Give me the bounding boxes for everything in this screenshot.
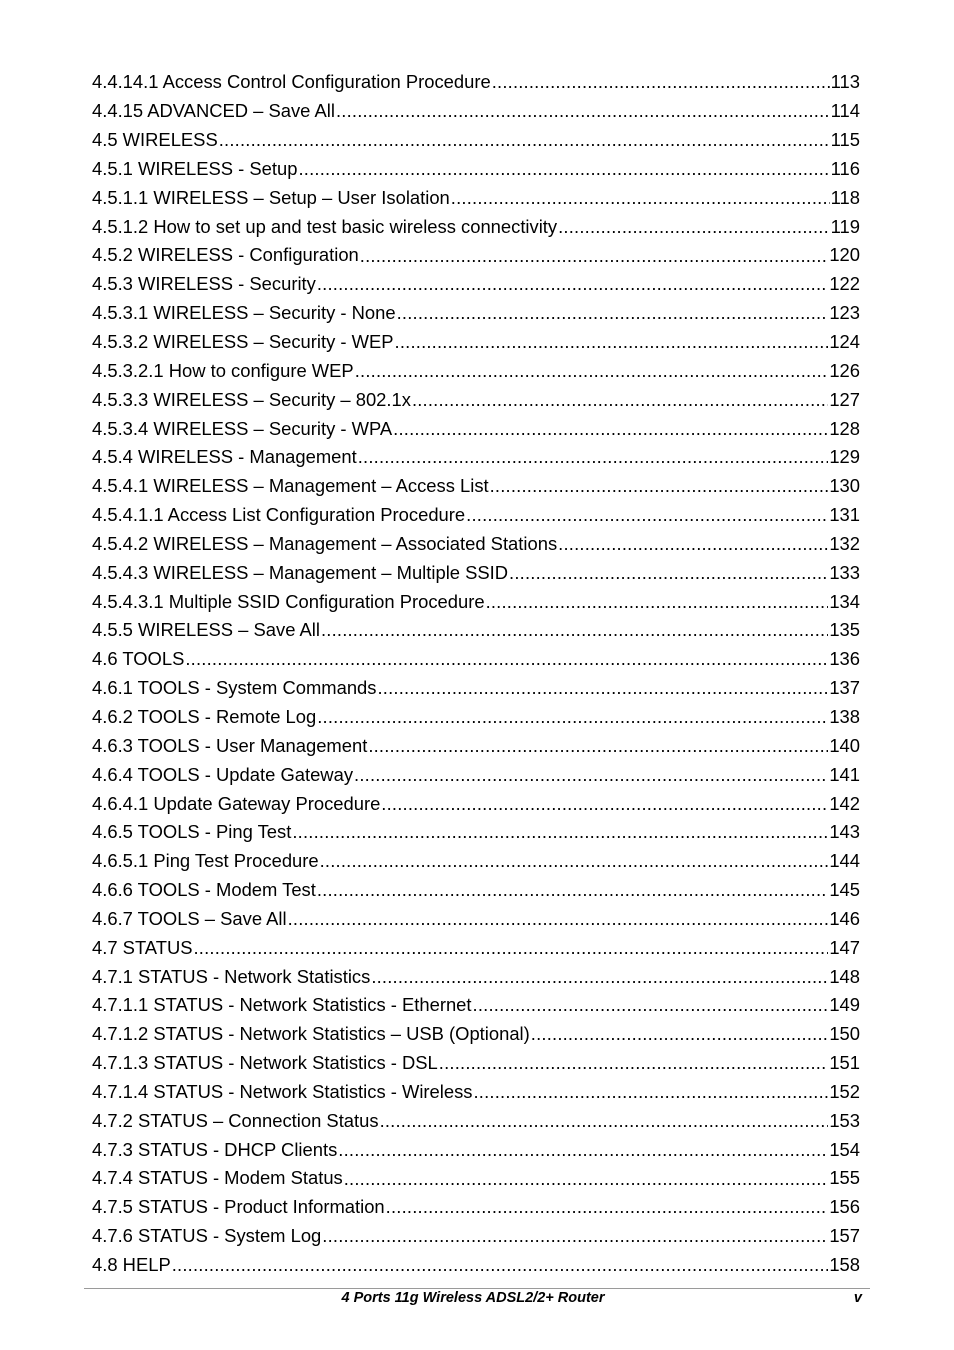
footer-divider	[84, 1288, 870, 1289]
toc-entry-page-number: 135	[829, 619, 860, 641]
toc-entry[interactable]	[92, 212, 860, 241]
toc-dot-leader	[338, 1139, 828, 1161]
toc-entry-title: 4.5.1 WIRELESS - Setup	[92, 157, 298, 179]
toc-entry-page-number: 115	[830, 129, 860, 151]
toc-dot-leader	[317, 273, 828, 295]
toc-entry-title: 4.5.2 WIRELESS - Configuration	[92, 244, 359, 266]
toc-dot-leader	[395, 331, 829, 353]
toc-entry-title: 4.6.3 TOOLS - User Management	[92, 734, 368, 756]
toc-entry[interactable]	[92, 68, 860, 97]
toc-dot-leader	[486, 591, 829, 613]
toc-dot-leader	[439, 1052, 829, 1074]
toc-entry-page-number: 136	[829, 648, 860, 670]
toc-dot-leader	[292, 821, 828, 843]
toc-entry-title: 4.5 WIRELESS	[92, 129, 218, 151]
toc-dot-leader	[172, 1254, 829, 1276]
toc-entry-title: 4.6.4.1 Update Gateway Procedure	[92, 792, 381, 814]
toc-dot-leader	[185, 648, 828, 670]
toc-entry-page-number: 134	[829, 590, 860, 612]
toc-entry[interactable]	[92, 1049, 860, 1078]
toc-entry-page-number: 120	[829, 244, 860, 266]
toc-dot-leader	[393, 418, 828, 440]
toc-entry-page-number: 124	[829, 331, 860, 353]
toc-entry[interactable]	[92, 443, 860, 472]
toc-entry-page-number: 126	[829, 359, 860, 381]
toc-entry-page-number: 149	[829, 994, 860, 1016]
toc-entry[interactable]	[92, 876, 860, 905]
toc-entry-title: 4.7.3 STATUS - DHCP Clients	[92, 1138, 338, 1160]
toc-entry[interactable]	[92, 328, 860, 357]
toc-dot-leader	[355, 360, 829, 382]
toc-entry-title: 4.6.4 TOOLS - Update Gateway	[92, 763, 354, 785]
toc-entry[interactable]	[92, 645, 860, 674]
toc-entry[interactable]	[92, 1164, 860, 1193]
toc-dot-leader	[474, 1081, 829, 1103]
toc-entry[interactable]	[92, 1193, 860, 1222]
toc-dot-leader	[354, 764, 828, 786]
toc-dot-leader	[368, 735, 828, 757]
toc-entry-title: 4.7.4 STATUS - Modem Status	[92, 1167, 343, 1189]
toc-entry[interactable]	[92, 818, 860, 847]
toc-dot-leader	[412, 389, 828, 411]
toc-dot-leader	[451, 187, 830, 209]
toc-entry-title: 4.6.1 TOOLS - System Commands	[92, 677, 377, 699]
toc-entry-title: 4.7.1.4 STATUS - Network Statistics - Wireless	[92, 1080, 473, 1102]
toc-dot-leader	[377, 677, 828, 699]
toc-entry[interactable]	[92, 1106, 860, 1135]
toc-entry-title: 4.8 HELP	[92, 1254, 171, 1276]
toc-dot-leader	[336, 100, 830, 122]
toc-entry-page-number: 138	[829, 705, 860, 727]
toc-entry-page-number: 155	[829, 1167, 860, 1189]
toc-dot-leader	[288, 908, 829, 930]
toc-dot-leader	[194, 937, 829, 959]
toc-entry-page-number: 130	[829, 475, 860, 497]
toc-dot-leader	[298, 158, 829, 180]
toc-entry[interactable]	[92, 299, 860, 328]
toc-entry[interactable]	[92, 155, 860, 184]
toc-dot-leader	[466, 504, 828, 526]
toc-entry[interactable]	[92, 703, 860, 732]
toc-entry[interactable]	[92, 1078, 860, 1107]
toc-entry-page-number: 142	[829, 792, 860, 814]
toc-entry[interactable]	[92, 904, 860, 933]
toc-entry[interactable]	[92, 1222, 860, 1251]
toc-entry-page-number: 141	[829, 763, 860, 785]
toc-entry-title: 4.6.7 TOOLS – Save All	[92, 907, 287, 929]
toc-entry-page-number: 127	[829, 388, 860, 410]
toc-entry-title: 4.5.3.2 WIRELESS – Security - WEP	[92, 331, 394, 353]
toc-entry-title: 4.5.4.2 WIRELESS – Management – Associated Stations	[92, 532, 558, 554]
toc-entry-page-number: 153	[829, 1109, 860, 1131]
toc-dot-leader	[360, 244, 829, 266]
toc-entry[interactable]	[92, 241, 860, 270]
toc-entry-page-number: 144	[829, 850, 860, 872]
toc-entry-page-number: 146	[829, 907, 860, 929]
toc-entry-page-number: 113	[830, 71, 860, 93]
toc-entry-page-number: 156	[829, 1196, 860, 1218]
footer-page-number: v	[853, 1290, 862, 1306]
toc-dot-leader	[344, 1167, 829, 1189]
toc-entry[interactable]	[92, 530, 860, 559]
toc-entry-title: 4.5.4.3 WIRELESS – Management – Multiple SSID	[92, 561, 509, 583]
toc-dot-leader	[492, 71, 830, 93]
page-footer	[84, 1290, 862, 1310]
toc-dot-leader	[490, 475, 829, 497]
toc-entry[interactable]	[92, 587, 860, 616]
toc-dot-leader	[397, 302, 829, 324]
toc-entry-page-number: 158	[829, 1254, 860, 1276]
toc-entry-title: 4.5.3.2.1 How to configure WEP	[92, 359, 354, 381]
toc-entry-page-number: 122	[829, 273, 860, 295]
toc-dot-leader	[558, 533, 828, 555]
toc-entry-page-number: 116	[830, 157, 860, 179]
toc-entry[interactable]	[92, 1251, 860, 1280]
toc-entry-page-number: 145	[829, 879, 860, 901]
toc-entry-page-number: 148	[829, 965, 860, 987]
toc-entry[interactable]	[92, 1020, 860, 1049]
toc-entry-title: 4.5.4 WIRELESS - Management	[92, 446, 357, 468]
toc-entry-page-number: 129	[829, 446, 860, 468]
toc-entry-title: 4.7.5 STATUS - Product Information	[92, 1196, 385, 1218]
toc-entry[interactable]	[92, 558, 860, 587]
toc-entry-page-number: 147	[829, 936, 860, 958]
toc-dot-leader	[358, 446, 829, 468]
toc-entry-title: 4.4.15 ADVANCED – Save All	[92, 100, 335, 122]
toc-entry-title: 4.7.1 STATUS - Network Statistics	[92, 965, 371, 987]
toc-entry-title: 4.5.1.2 How to set up and test basic wireless connectivity	[92, 215, 558, 237]
toc-entry-title: 4.7 STATUS	[92, 936, 193, 958]
table-of-contents	[92, 68, 860, 1279]
toc-entry[interactable]	[92, 616, 860, 645]
toc-entry[interactable]	[92, 385, 860, 414]
toc-entry-page-number: 137	[829, 677, 860, 699]
toc-entry[interactable]	[92, 356, 860, 385]
toc-entry-page-number: 114	[830, 100, 860, 122]
toc-entry-page-number: 152	[829, 1080, 860, 1102]
toc-entry-title: 4.5.3.3 WIRELESS – Security – 802.1x	[92, 388, 411, 410]
toc-entry-title: 4.5.4.1.1 Access List Configuration Procedure	[92, 504, 466, 526]
toc-entry[interactable]	[92, 933, 860, 962]
toc-entry[interactable]	[92, 472, 860, 501]
toc-entry-page-number: 131	[829, 504, 860, 526]
toc-dot-leader	[380, 1110, 829, 1132]
toc-entry-page-number: 123	[829, 302, 860, 324]
toc-entry-title: 4.4.14.1 Access Control Configuration Procedure	[92, 71, 491, 93]
footer-title: 4 Ports 11g Wireless ADSL2/2+ Router	[341, 1290, 605, 1306]
toc-entry[interactable]	[92, 270, 860, 299]
toc-entry-title: 4.5.5 WIRELESS – Save All	[92, 619, 320, 641]
toc-entry-page-number: 128	[829, 417, 860, 439]
toc-entry[interactable]	[92, 760, 860, 789]
toc-entry-title: 4.5.4.1 WIRELESS – Management – Access List	[92, 475, 489, 497]
toc-entry-title: 4.5.3.1 WIRELESS – Security - None	[92, 302, 396, 324]
toc-entry-title: 4.5.1.1 WIRELESS – Setup – User Isolation	[92, 186, 450, 208]
toc-entry-page-number: 140	[829, 734, 860, 756]
toc-entry[interactable]	[92, 97, 860, 126]
toc-entry-title: 4.6 TOOLS	[92, 648, 185, 670]
toc-entry-page-number: 151	[829, 1052, 860, 1074]
toc-entry-page-number: 119	[830, 215, 860, 237]
toc-entry-title: 4.7.2 STATUS – Connection Status	[92, 1109, 379, 1131]
toc-entry-title: 4.7.1.2 STATUS - Network Statistics – USB (Optional)	[92, 1023, 530, 1045]
toc-entry-page-number: 133	[829, 561, 860, 583]
toc-entry-page-number: 118	[830, 186, 860, 208]
toc-dot-leader	[371, 966, 828, 988]
toc-entry[interactable]	[92, 183, 860, 212]
toc-entry[interactable]	[92, 789, 860, 818]
toc-entry-title: 4.6.6 TOOLS - Modem Test	[92, 879, 316, 901]
toc-dot-leader	[317, 879, 828, 901]
toc-dot-leader	[321, 619, 828, 641]
toc-entry-title: 4.5.3.4 WIRELESS – Security - WPA	[92, 417, 393, 439]
toc-entry-page-number: 157	[829, 1225, 860, 1247]
toc-entry-title: 4.5.4.3.1 Multiple SSID Configuration Procedure	[92, 590, 485, 612]
toc-entry[interactable]	[92, 731, 860, 760]
toc-entry[interactable]	[92, 674, 860, 703]
toc-entry-title: 4.7.6 STATUS - System Log	[92, 1225, 322, 1247]
toc-dot-leader	[509, 562, 828, 584]
toc-dot-leader	[219, 129, 830, 151]
toc-entry-title: 4.6.5.1 Ping Test Procedure	[92, 850, 319, 872]
toc-entry-title: 4.5.3 WIRELESS - Security	[92, 273, 316, 295]
toc-dot-leader	[531, 1023, 829, 1045]
toc-entry-page-number: 143	[829, 821, 860, 843]
toc-entry[interactable]	[92, 847, 860, 876]
toc-dot-leader	[473, 994, 829, 1016]
toc-entry[interactable]	[92, 414, 860, 443]
toc-entry[interactable]	[92, 962, 860, 991]
toc-dot-leader	[322, 1225, 828, 1247]
toc-entry[interactable]	[92, 991, 860, 1020]
toc-entry-title: 4.6.2 TOOLS - Remote Log	[92, 705, 317, 727]
toc-dot-leader	[386, 1196, 829, 1218]
toc-entry-title: 4.7.1.3 STATUS - Network Statistics - DSL	[92, 1052, 438, 1074]
toc-entry[interactable]	[92, 1135, 860, 1164]
toc-entry-title: 4.7.1.1 STATUS - Network Statistics - Ethernet	[92, 994, 472, 1016]
toc-entry[interactable]	[92, 501, 860, 530]
toc-dot-leader	[320, 850, 829, 872]
toc-entry-page-number: 132	[829, 532, 860, 554]
toc-entry[interactable]	[92, 126, 860, 155]
toc-entry-page-number: 150	[829, 1023, 860, 1045]
toc-dot-leader	[558, 216, 830, 238]
toc-entry-page-number: 154	[829, 1138, 860, 1160]
toc-dot-leader	[317, 706, 828, 728]
toc-dot-leader	[381, 792, 828, 814]
toc-entry-title: 4.6.5 TOOLS - Ping Test	[92, 821, 292, 843]
